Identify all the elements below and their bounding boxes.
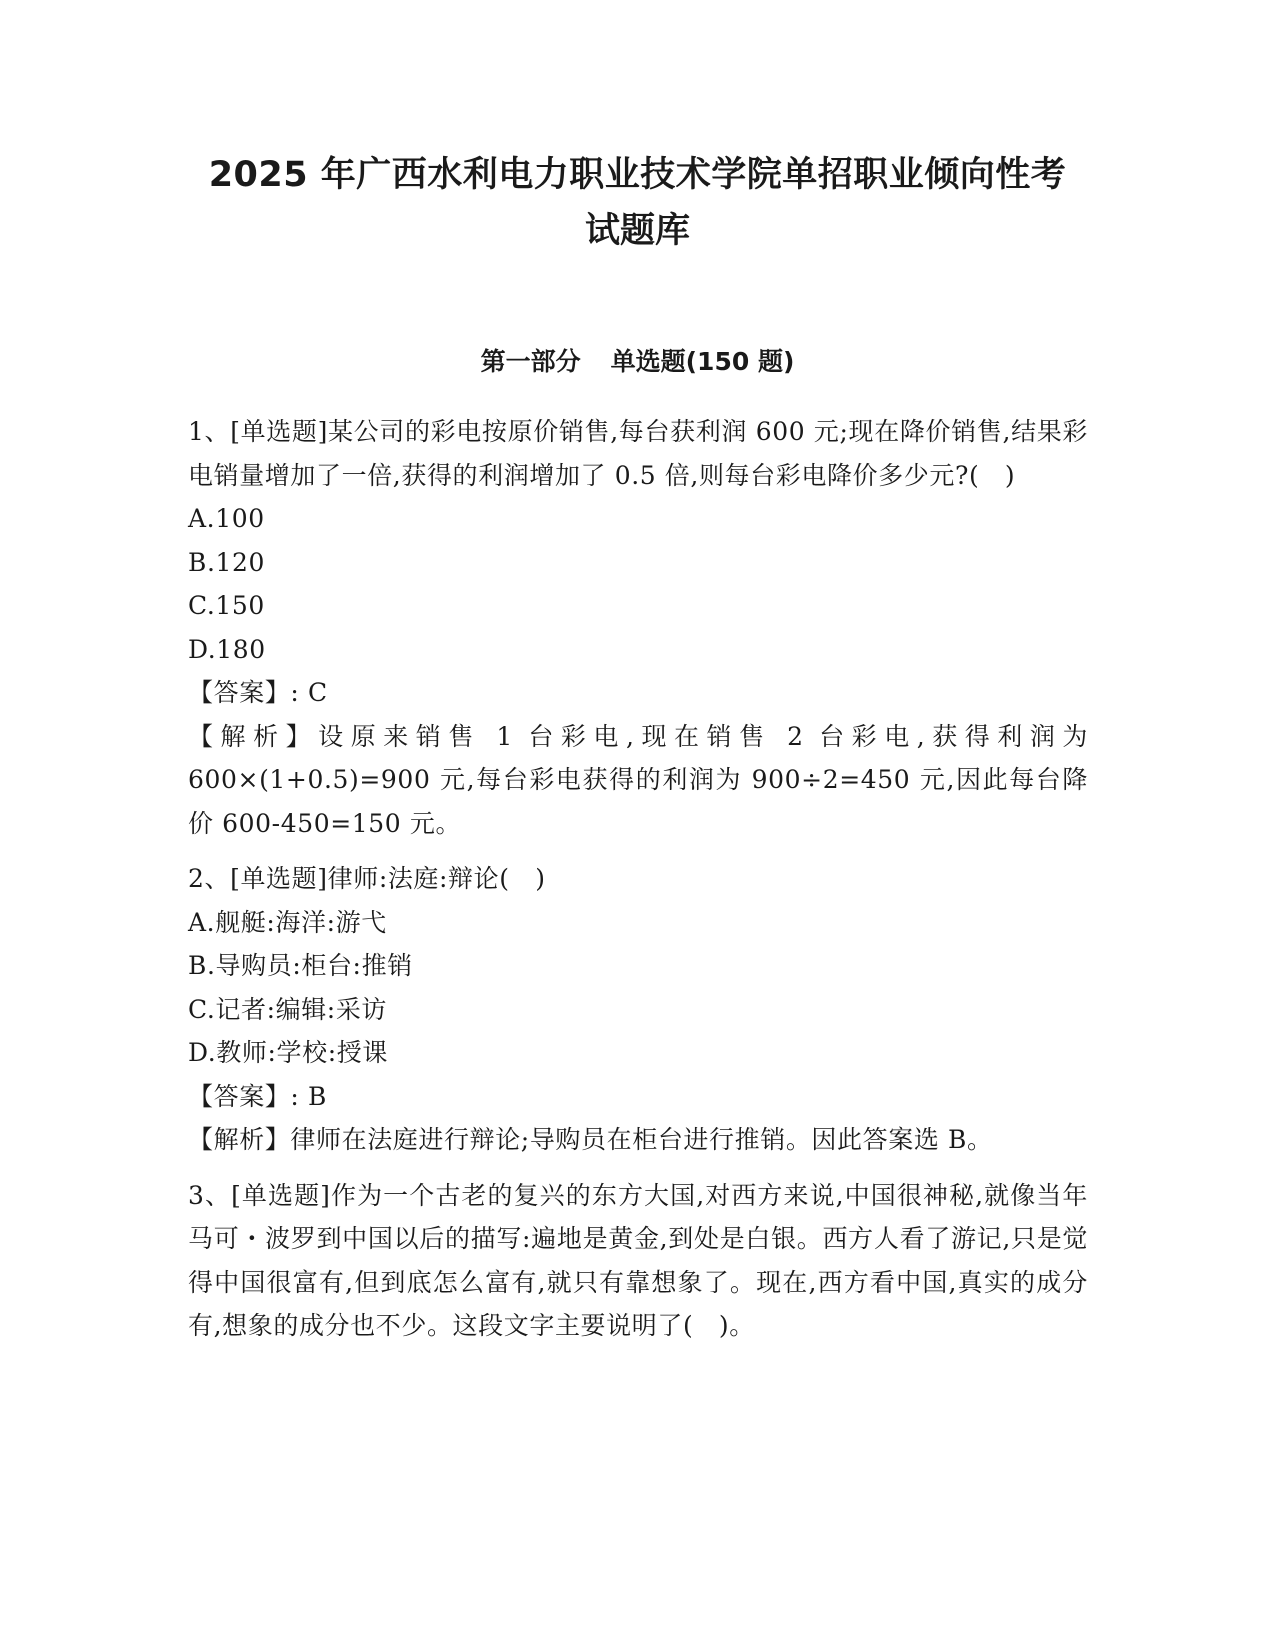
question-list	[188, 410, 1088, 1360]
option-d: D.180	[188, 634, 266, 664]
question-stem: 3、[单选题]作为一个古老的复兴的东方大国,对西方来说,中国很神秘,就像当年马可・波罗到中国以后的描写:遍地是黄金,到处是白银。西方人看了游记,只是觉得中国很富有,但到底怎么富有,就只有靠想象了。现在,西方看中国,真实的成分有,想象的成分也不少。这段文字主要说明了( )。	[188, 1180, 1088, 1340]
option-a: A.舰艇:海洋:游弋	[188, 907, 387, 937]
option-c: C.记者:编辑:采访	[188, 994, 388, 1024]
option-a: A.100	[188, 504, 265, 533]
question-stem: 2、[单选题]律师:法庭:辩论( )	[188, 864, 546, 893]
option-c: C.150	[188, 591, 265, 620]
analysis: 【解析】设原来销售 1 台彩电,现在销售 2 台彩电,获得利润为 600×(1+0.5)=900 元,每台彩电获得的利润为 900÷2=450 元,因此每台降价 600-450=150 元。	[188, 721, 1088, 838]
analysis: 【解析】律师在法庭进行辩论;导购员在柜台进行推销。因此答案选 B。	[188, 1125, 993, 1154]
document-title-line-1: 2025 年广西水利电力职业技术学院单招职业倾向性考	[208, 155, 1067, 195]
question-stem: 1、[单选题]某公司的彩电按原价销售,每台获利润 600 元;现在降价销售,结果彩电销量增加了一倍,获得的利润增加了 0.5 倍,则每台彩电降价多少元?( )	[188, 417, 1088, 490]
option-d: D.教师:学校:授课	[188, 1038, 388, 1067]
question-1	[188, 410, 1088, 845]
question-2	[188, 857, 1088, 1162]
answer: 【答案】: B	[188, 1081, 327, 1111]
section-name: 单选题(150 题)	[610, 347, 795, 376]
section-part: 第一部分	[480, 347, 581, 376]
option-b: B.120	[188, 547, 266, 577]
option-b: B.导购员:柜台:推销	[188, 951, 413, 980]
question-3	[188, 1174, 1088, 1348]
answer: 【答案】: C	[188, 678, 328, 707]
section-heading	[150, 342, 1125, 382]
document-title-line-2: 试题库	[584, 211, 690, 251]
